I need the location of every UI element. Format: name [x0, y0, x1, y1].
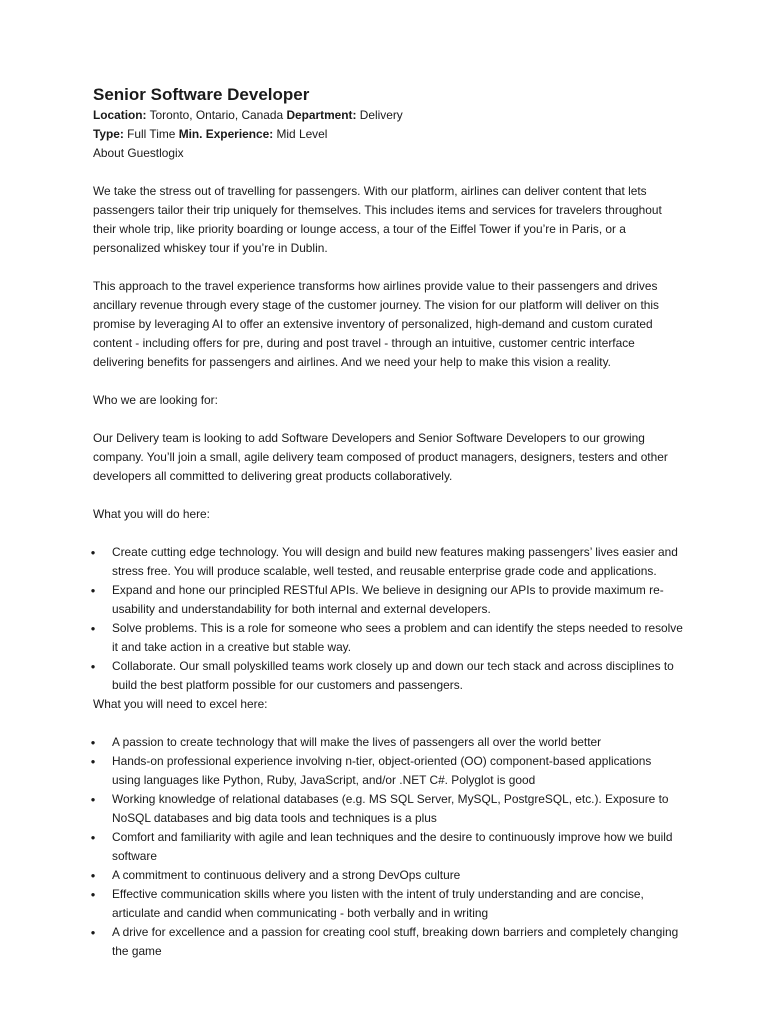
list-item [90, 885, 683, 923]
excel-heading: What you will need to excel here: [93, 697, 268, 711]
intro-paragraph: We take the stress out of travelling for passengers. With our platform, airlines can deliver content that lets passengers tailor their trip uniquely for themselves. This includes items and services for travelers throughout their whole trip, like priority boarding or lounge access, a tour of the Eiffel Tower if you’re in Paris, or a personalized whiskey tour if you’re in Dublin. [93, 184, 662, 255]
list-item-text: Effective communication skills where you listen with the intent of truly understanding and are concise, articulate and candid when communicating - both verbally and in writing [112, 887, 644, 920]
approach-paragraph: This approach to the travel experience transforms how airlines provide value to their passengers and drives ancillary revenue through every stage of the customer journey. The vision for our platform will deliver on this promise by leveraging AI to offer an extensive inventory of personalized, high-demand and custom curated content - including offers for pre, during and post travel - through an intuitive, customer centric interface delivering benefits for passengers and airlines. And we need your help to make this vision a reality. [93, 279, 659, 369]
list-item [90, 866, 683, 885]
list-item [90, 752, 683, 790]
list-item-text: Expand and hone our principled RESTful APIs. We believe in designing our APIs to provide maximum re-usability and understandability for both internal and external developers. [112, 583, 664, 616]
list-item [90, 923, 683, 961]
bullet-icon: ● [90, 624, 96, 633]
list-item [90, 790, 683, 828]
location-label: Location: [93, 108, 147, 122]
bullet-icon: ● [90, 662, 96, 671]
list-item-text: Working knowledge of relational databases (e.g. MS SQL Server, MySQL, PostgreSQL, etc.). Exposure to NoSQL databases and big data tools and techniques is a plus [112, 792, 669, 825]
list-item [90, 828, 683, 866]
location-value: Toronto, Ontario, Canada [146, 108, 287, 122]
list-item [90, 543, 683, 581]
do-list [90, 543, 683, 695]
type-value: Full Time [123, 127, 179, 141]
bullet-icon: ● [90, 871, 96, 880]
list-item [90, 733, 683, 752]
bullet-icon: ● [90, 928, 96, 937]
type-line [93, 125, 683, 144]
bullet-icon: ● [90, 548, 96, 557]
team-paragraph: Our Delivery team is looking to add Software Developers and Senior Software Developers to our growing company. You’ll join a small, agile delivery team composed of product managers, designers, testers and other developers all committed to delivering great products collaboratively. [93, 431, 668, 483]
list-item [90, 581, 683, 619]
page-title: Senior Software Developer [93, 85, 310, 104]
experience-value: Mid Level [273, 127, 328, 141]
list-item-text: A passion to create technology that will make the lives of passengers all over the world better [112, 735, 602, 749]
do-heading: What you will do here: [93, 507, 210, 521]
type-label: Type: [93, 127, 124, 141]
list-item-text: Collaborate. Our small polyskilled teams work closely up and down our tech stack and across disciplines to build the best platform possible for our customers and passengers. [112, 659, 674, 692]
list-item [90, 619, 683, 657]
bullet-icon: ● [90, 833, 96, 842]
excel-list [90, 733, 683, 961]
looking-for-heading: Who we are looking for: [93, 393, 218, 407]
location-line [93, 106, 683, 125]
bullet-icon: ● [90, 795, 96, 804]
about-heading: About Guestlogix [93, 146, 184, 160]
list-item-text: A commitment to continuous delivery and a strong DevOps culture [112, 868, 461, 882]
list-item [90, 657, 683, 695]
experience-label: Min. Experience: [178, 127, 274, 141]
department-value: Delivery [356, 108, 403, 122]
list-item-text: Hands-on professional experience involving n-tier, object-oriented (OO) component-based applications using languages like Python, Ruby, JavaScript, and/or .NET C#. Polyglot is good [112, 754, 652, 787]
list-item-text: Solve problems. This is a role for someone who sees a problem and can identify the steps needed to resolve it and take action in a creative but stable way. [112, 621, 683, 654]
list-item-text: Comfort and familiarity with agile and lean techniques and the desire to continuously improve how we build software [112, 830, 673, 863]
document-page [90, 84, 683, 961]
bullet-icon: ● [90, 757, 96, 766]
bullet-icon: ● [90, 738, 96, 747]
list-item-text: Create cutting edge technology. You will design and build new features making passengers’ lives easier and stress free. You will produce scalable, well tested, and reusable enterprise grade code and applications. [112, 545, 678, 578]
list-item-text: A drive for excellence and a passion for creating cool stuff, breaking down barriers and completely changing the game [112, 925, 679, 958]
bullet-icon: ● [90, 586, 96, 595]
department-label: Department: [286, 108, 357, 122]
bullet-icon: ● [90, 890, 96, 899]
